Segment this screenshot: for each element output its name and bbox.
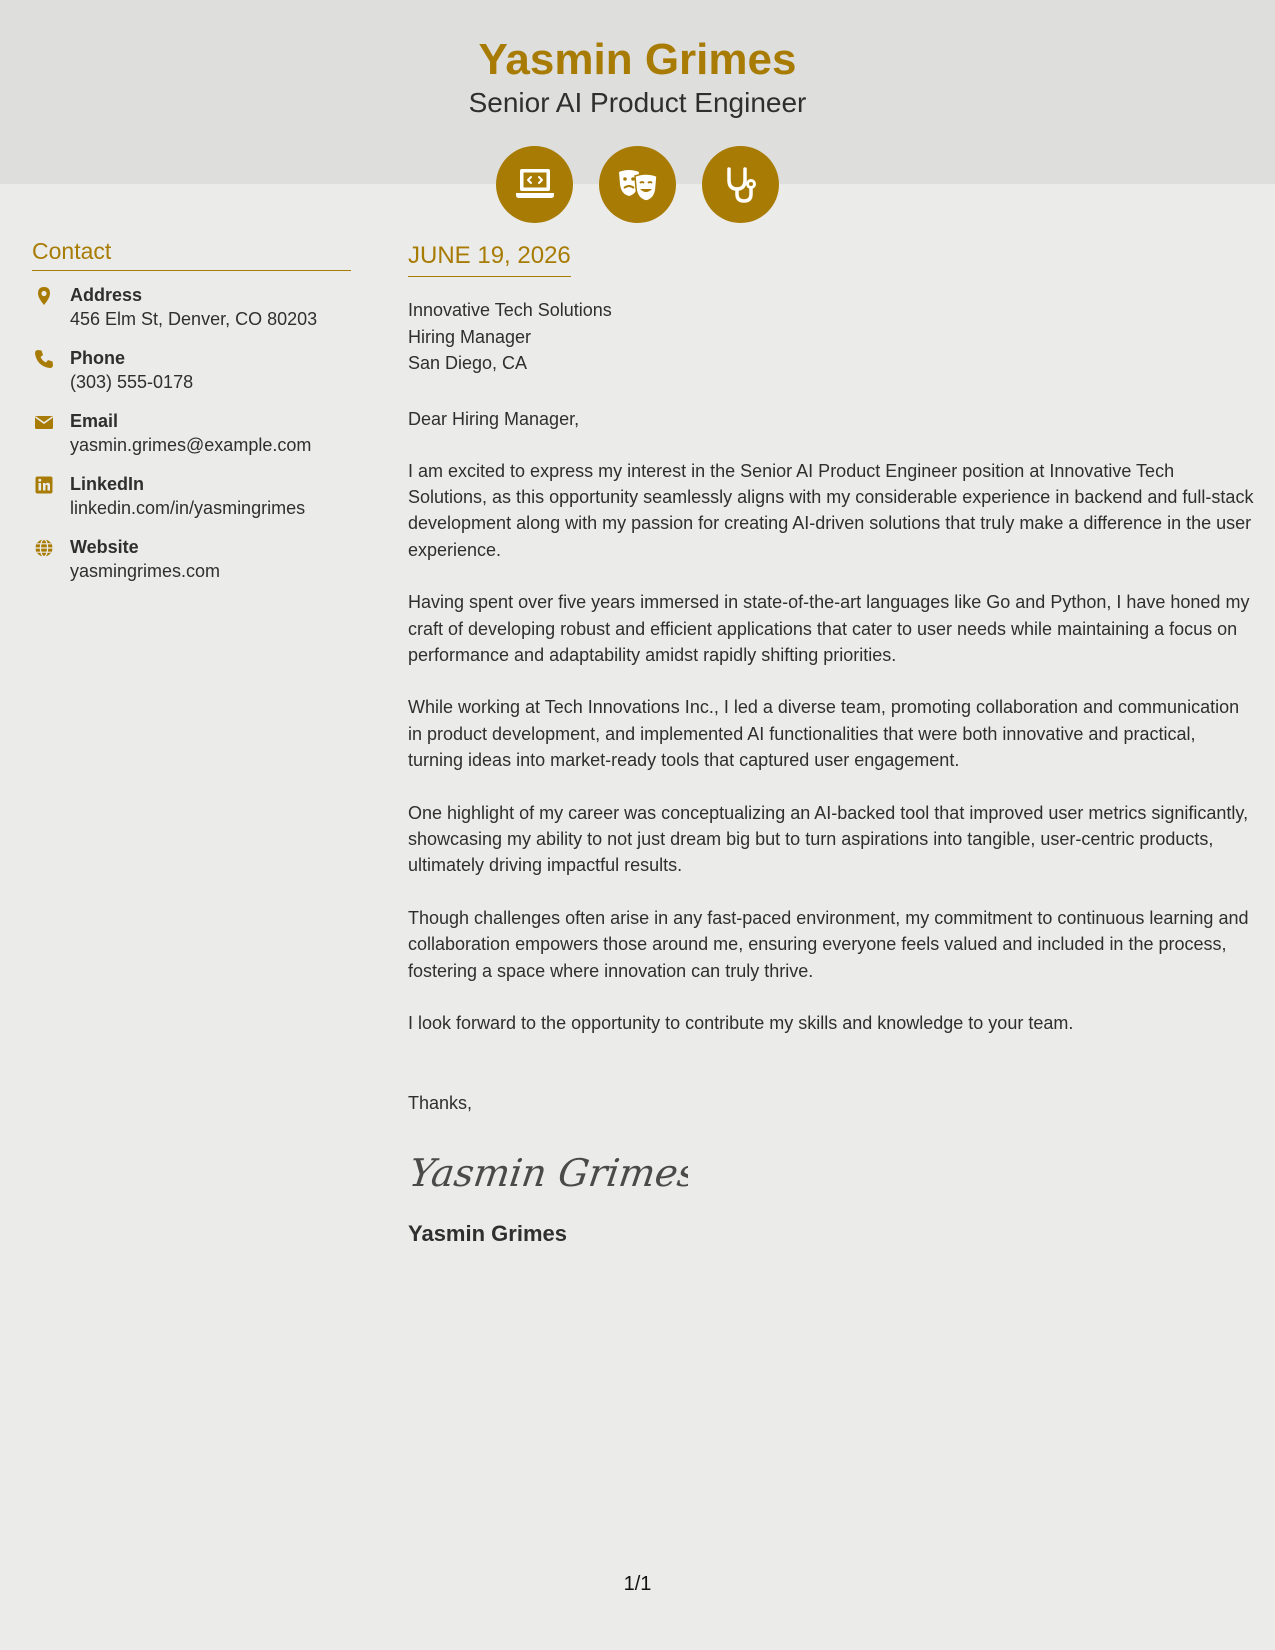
map-pin-icon [34,286,54,306]
contact-label: Website [70,537,139,557]
phone-icon [34,349,54,369]
contact-value: yasmin.grimes@example.com [70,435,312,455]
contact-label: Email [70,411,119,431]
body-paragraph: I am excited to express my interest in the Senior AI Product Engineer position at Innovative Tech Solutions, as this opportunity seamlessly aligns with my considerable experience in backend and full-stack development along with my passion for creating AI-driven solutions that truly make a difference in the user experience. [408,460,1254,560]
contact-heading: Contact [32,236,351,271]
header-icon-row [0,146,1275,223]
recipient-company: Innovative Tech Solutions [408,300,612,320]
theater-masks-icon [599,146,676,223]
contact-sidebar [32,236,351,598]
contact-item-linkedin [32,472,351,535]
laptop-code-icon [496,146,573,223]
contact-item-website [32,535,351,598]
letter-date: JUNE 19, 2026 [408,240,571,277]
contact-label: LinkedIn [70,474,145,494]
contact-item-phone [32,346,351,409]
contact-list [32,283,351,598]
signature-text: Yasmin Grimes [408,1152,688,1197]
globe-icon [34,538,54,558]
body-paragraph: Though challenges often arise in any fast-paced environment, my commitment to continuous learning and collaboration empowers those around me, ensuring everyone feels valued and included in the process, fostering a space where innovation can truly thrive. [408,907,1249,981]
signer-name: Yasmin Grimes [408,1221,567,1247]
body-paragraph: Having spent over five years immersed in state-of-the-art languages like Go and Python, I have honed my craft of developing robust and efficient applications that cater to user needs while maintaining a focus on performance and adaptability amidst rapidly shifting priorities. [408,592,1250,665]
body-paragraph: I look forward to the opportunity to contribute my skills and knowledge to your team. [408,1013,1074,1033]
applicant-name: Yasmin Grimes [478,35,797,84]
contact-value: 456 Elm St, Denver, CO 80203 [70,309,318,329]
letter-body [408,240,1254,1248]
contact-item-address [32,283,351,346]
stethoscope-icon [702,146,779,223]
body-paragraph: One highlight of my career was conceptualizing an AI-backed tool that improved user metrics significantly, showcasing my ability to not just dream big but to turn aspirations into tangible, user-centric products, ultimately driving impactful results. [408,802,1249,876]
closing: Thanks, [408,1093,473,1114]
handwritten-signature [408,1142,1254,1200]
contact-label: Phone [70,348,126,368]
recipient-block [408,297,1254,377]
page-number: 1/1 [623,1573,652,1595]
recipient-location: San Diego, CA [408,353,528,373]
job-title: Senior AI Product Engineer [468,87,807,118]
envelope-icon [34,412,54,432]
recipient-title: Hiring Manager [408,326,532,347]
salutation: Dear Hiring Manager, [408,408,580,429]
body-paragraph: While working at Tech Innovations Inc., I led a diverse team, promoting collaboration and communication in product development, and implemented AI functionalities that were both innovative and practical, turning ideas into market-ready tools that captured user engagement. [408,697,1240,771]
linkedin-icon [34,475,54,495]
contact-item-email [32,409,351,472]
contact-value: (303) 555-0178 [70,372,194,392]
contact-value: yasmingrimes.com [70,561,221,581]
contact-label: Address [70,285,143,305]
contact-value: linkedin.com/in/yasmingrimes [70,498,306,518]
